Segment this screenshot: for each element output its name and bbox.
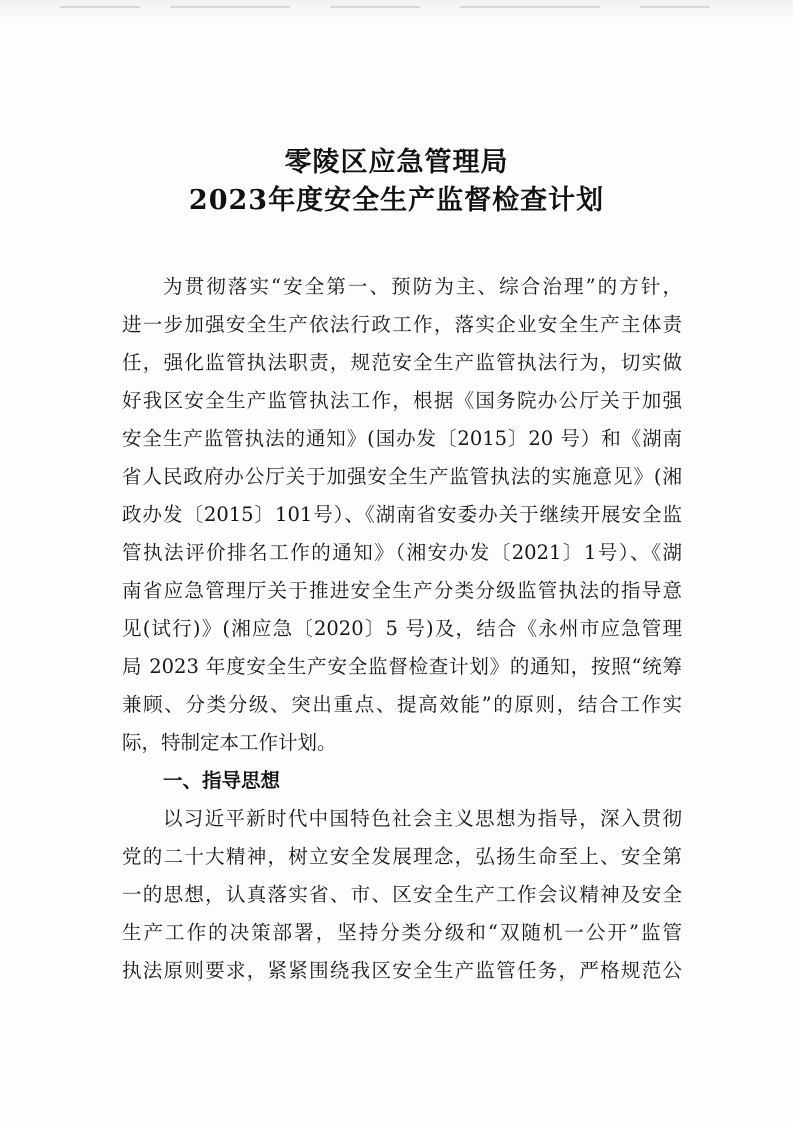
- document-title-plan: 2023年度安全生产监督检查计划: [188, 185, 605, 216]
- paragraph-line: 安全生产监管执法的通知》(国办发〔2015〕20 号）和《湖南: [122, 427, 682, 450]
- paragraph-line: 任，强化监管执法职责，规范安全生产监管执法行为，切实做: [122, 351, 682, 374]
- paragraph-line: 为贯彻落实“安全第一、预防为主、综合治理”的方针，: [163, 275, 682, 298]
- paragraph-line: 南省应急管理厅关于推进安全生产分类分级监管执法的指导意: [122, 579, 682, 602]
- scan-edge: [0, 0, 793, 22]
- scan-artifact: [170, 6, 290, 8]
- paragraph-line: 执法原则要求，紧紧围绕我区安全生产监管任务，严格规范公: [122, 959, 682, 982]
- paragraph-line: 局 2023 年度安全生产安全监督检查计划》的通知，按照“统筹: [122, 655, 682, 678]
- paragraph-line: 进一步加强安全生产依法行政工作，落实企业安全生产主体责: [122, 313, 682, 336]
- paragraph-line: 以习近平新时代中国特色社会主义思想为指导，深入贯彻: [163, 807, 682, 830]
- scan-artifact: [330, 6, 420, 8]
- section-heading: 一、指导思想: [163, 769, 281, 792]
- paragraph-line: 兼顾、分类分级、突出重点、提高效能”的原则，结合工作实: [122, 693, 682, 716]
- scan-artifact: [460, 6, 600, 8]
- document-title-org: 零陵区应急管理局: [284, 147, 509, 178]
- paragraph-line: 见(试行)》(湘应急〔2020〕5 号)及，结合《永州市应急管理: [122, 617, 682, 640]
- paragraph-line: 好我区安全生产监管执法工作，根据《国务院办公厅关于加强: [122, 389, 682, 412]
- paragraph-line: 党的二十大精神，树立安全发展理念，弘扬生命至上、安全第: [122, 845, 682, 868]
- paragraph-line: 际，特制定本工作计划。: [122, 731, 337, 754]
- paragraph-line: 一的思想，认真落实省、市、区安全生产工作会议精神及安全: [122, 883, 682, 906]
- paragraph-line: 政办发〔2015〕101号）、《湖南省安委办关于继续开展安全监: [122, 503, 682, 526]
- scan-artifact: [60, 6, 140, 8]
- paragraph-line: 省人民政府办公厅关于加强安全生产监管执法的实施意见》(湘: [122, 465, 682, 488]
- paragraph-line: 生产工作的决策部署，坚持分类分级和“双随机一公开”监管: [122, 921, 682, 944]
- scan-artifact: [640, 6, 710, 8]
- paragraph-line: 管执法评价排名工作的通知》（湘安办发〔2021〕1号）、《湖: [122, 541, 682, 564]
